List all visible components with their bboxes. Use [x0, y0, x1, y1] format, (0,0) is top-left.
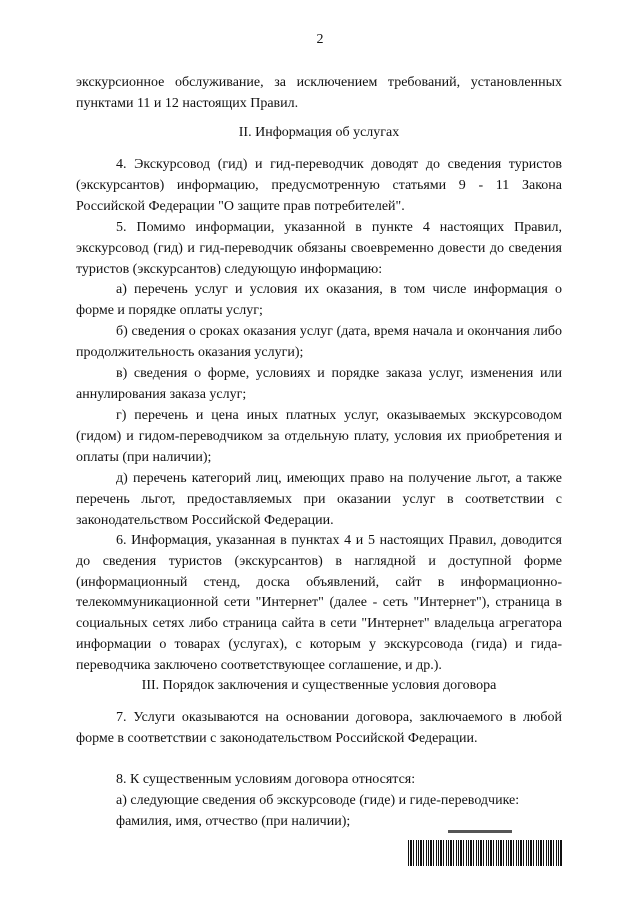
paragraph-8: 8. К существенным условиям договора относятся: [116, 772, 416, 787]
paragraph-5d: г) перечень и цена иных платных услуг, оказываемых экскурсоводом (гидом) и гидом-переводчиком за отдельную плату, условия их приобретения и оплаты (при наличии); [76, 408, 562, 465]
paragraph-6: 6. Информация, указанная в пунктах 4 и 5 настоящих Правил, доводится до сведения туристов (экскурсантов) в наглядной и доступной форме (информационный стенд, доска объявлений, сайт в информационно-телекоммуникационной сети "Интернет" (далее - сеть "Интернет"), страница в социальных сетях либо страница сайта в сети "Интернет" владельца агрегатора информации о товарах (услугах), с которым у экскурсовода (гида) и гида-переводчика заключено соответствующее соглашение, и др.). [76, 533, 562, 673]
paragraph-8a-item: фамилия, имя, отчество (при наличии); [116, 814, 351, 829]
paragraph-7: 7. Услуги оказываются на основании договора, заключаемого в любой форме в соответствии с законодательством Российской Федерации. [76, 710, 562, 746]
barcode-code-placeholder [448, 830, 512, 833]
paragraph-5: 5. Помимо информации, указанной в пункте 4 настоящих Правил, экскурсовод (гид) и гид-переводчик обязаны своевременно довести до сведения туристов (экскурсантов) следующую информацию: [76, 220, 562, 277]
section-heading-3: III. Порядок заключения и существенные условия договора [141, 678, 497, 693]
paragraph-8a: а) следующие сведения об экскурсоводе (гиде) и гиде-переводчике: [116, 793, 520, 808]
paragraph-5e: д) перечень категорий лиц, имеющих право на получение льгот, а также перечень льгот, предоставляемых при оказании услуг в соответствии с законодательством Российской Федерации. [76, 471, 562, 528]
paragraph-4: 4. Экскурсовод (гид) и гид-переводчик доводят до сведения туристов (экскурсантов) информацию, предусмотренную статьями 9 - 11 Закона Российской Федерации "О защите прав потребителей". [76, 157, 562, 214]
paragraph-5b: б) сведения о сроках оказания услуг (дата, время начала и окончания либо продолжительность оказания услуги); [76, 324, 562, 360]
paragraph-5a: а) перечень услуг и условия их оказания, в том числе информация о форме и порядке оплаты услуг; [76, 282, 562, 318]
section-heading-2: II. Информация об услугах [238, 125, 400, 140]
barcode-icon [408, 840, 562, 866]
paragraph-continuation: экскурсионное обслуживание, за исключением требований, установленных пунктами 11 и 12 настоящих Правил. [76, 75, 562, 111]
page-number: 2 [316, 32, 324, 47]
paragraph-5c: в) сведения о форме, условиях и порядке заказа услуг, изменения или аннулирования заказа услуг; [76, 366, 562, 402]
